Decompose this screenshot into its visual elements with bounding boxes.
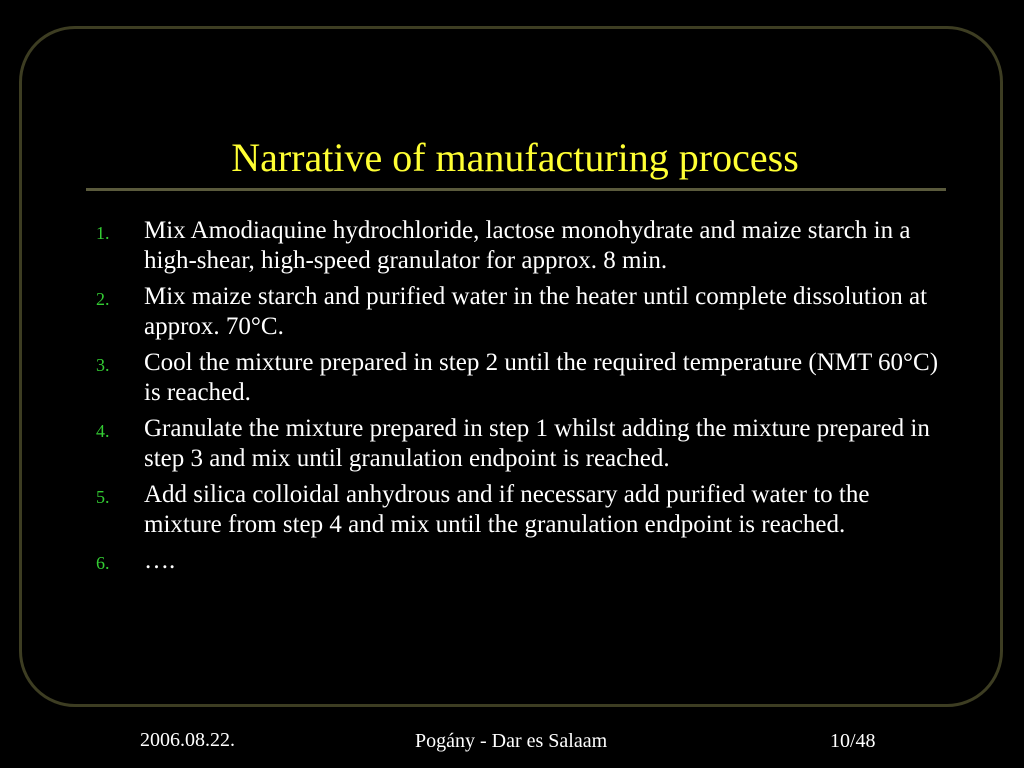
footer-page-number: 10/48 bbox=[830, 730, 876, 752]
step-item-1 bbox=[96, 216, 946, 276]
step-item-2 bbox=[96, 282, 946, 342]
step-text: Mix Amodiaquine hydrochloride, lactose monohydrate and maize starch in a high-shear, high-speed granulator for approx. 8 min. bbox=[144, 217, 911, 274]
step-number: 3. bbox=[96, 355, 110, 375]
step-text: …. bbox=[144, 547, 176, 574]
step-number: 6. bbox=[96, 553, 110, 573]
step-number: 4. bbox=[96, 421, 110, 441]
title-divider bbox=[86, 188, 946, 191]
step-number: 2. bbox=[96, 289, 110, 309]
process-steps-list bbox=[96, 216, 946, 582]
slide-title: Narrative of manufacturing process bbox=[231, 135, 799, 180]
step-item-5 bbox=[96, 480, 946, 540]
footer-date: 2006.08.22. bbox=[140, 729, 235, 751]
step-text: Add silica colloidal anhydrous and if necessary add purified water to the mixture from step 4 and mix until the granulation endpoint is reached. bbox=[144, 481, 870, 538]
step-item-6 bbox=[96, 546, 946, 576]
step-text: Cool the mixture prepared in step 2 until the required temperature (NMT 60°C) is reached. bbox=[144, 349, 939, 406]
step-number: 1. bbox=[96, 223, 110, 243]
step-item-4 bbox=[96, 414, 946, 474]
step-text: Mix maize starch and purified water in the heater until complete dissolution at approx. 70°C. bbox=[144, 283, 928, 340]
step-text: Granulate the mixture prepared in step 1 whilst adding the mixture prepared in step 3 and mix until granulation endpoint is reached. bbox=[144, 415, 930, 472]
footer-presenter-location: Pogány - Dar es Salaam bbox=[415, 730, 608, 752]
step-number: 5. bbox=[96, 487, 110, 507]
step-item-3 bbox=[96, 348, 946, 408]
